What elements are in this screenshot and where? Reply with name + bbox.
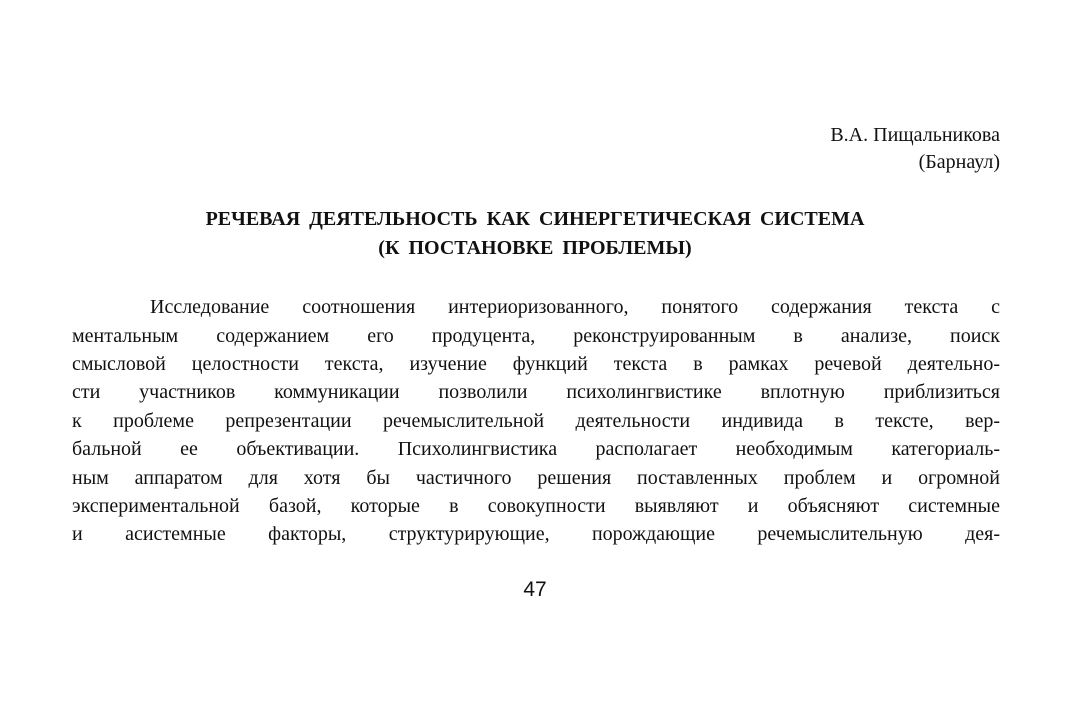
- title-line-2: (К ПОСТАНОВКЕ ПРОБЛЕМЫ): [378, 237, 692, 259]
- page-number: 47: [523, 578, 547, 601]
- title-line-1: РЕЧЕВАЯ ДЕЯТЕЛЬНОСТЬ КАК СИНЕРГЕТИЧЕСКАЯ СИСТЕМА: [205, 208, 865, 230]
- author-block: [830, 122, 1000, 176]
- article-title: [70, 205, 1000, 263]
- paragraph-line: Исследование соотношения интериоризованного, понятого содержания текста с: [150, 296, 1000, 318]
- paragraph-line: бальной ее объективации. Психолингвистика располагает необходимым категориаль-: [72, 438, 1000, 460]
- paragraph-line: и асистемные факторы, структурирующие, порождающие речемыслительную дея-: [72, 523, 1000, 545]
- paragraph-line: смысловой целостности текста, изучение функций текста в рамках речевой деятельно-: [72, 353, 1000, 375]
- paragraph-line: ным аппаратом для хотя бы частичного решения поставленных проблем и огромной: [72, 467, 1000, 489]
- paragraph-line: ментальным содержанием его продуцента, реконструированным в анализе, поиск: [72, 325, 1000, 347]
- paragraph-line: к проблеме репрезентации речемыслительной деятельности индивида в тексте, вер-: [72, 410, 1000, 432]
- paragraph-line: сти участников коммуникации позволили психолингвистике вплотную приблизиться: [72, 381, 1000, 403]
- paragraph-line: экспериментальной базой, которые в совокупности выявляют и объясняют системные: [72, 495, 1000, 517]
- author-city: (Барнаул): [918, 151, 1000, 173]
- author-name: В.А. Пищальникова: [830, 124, 1000, 146]
